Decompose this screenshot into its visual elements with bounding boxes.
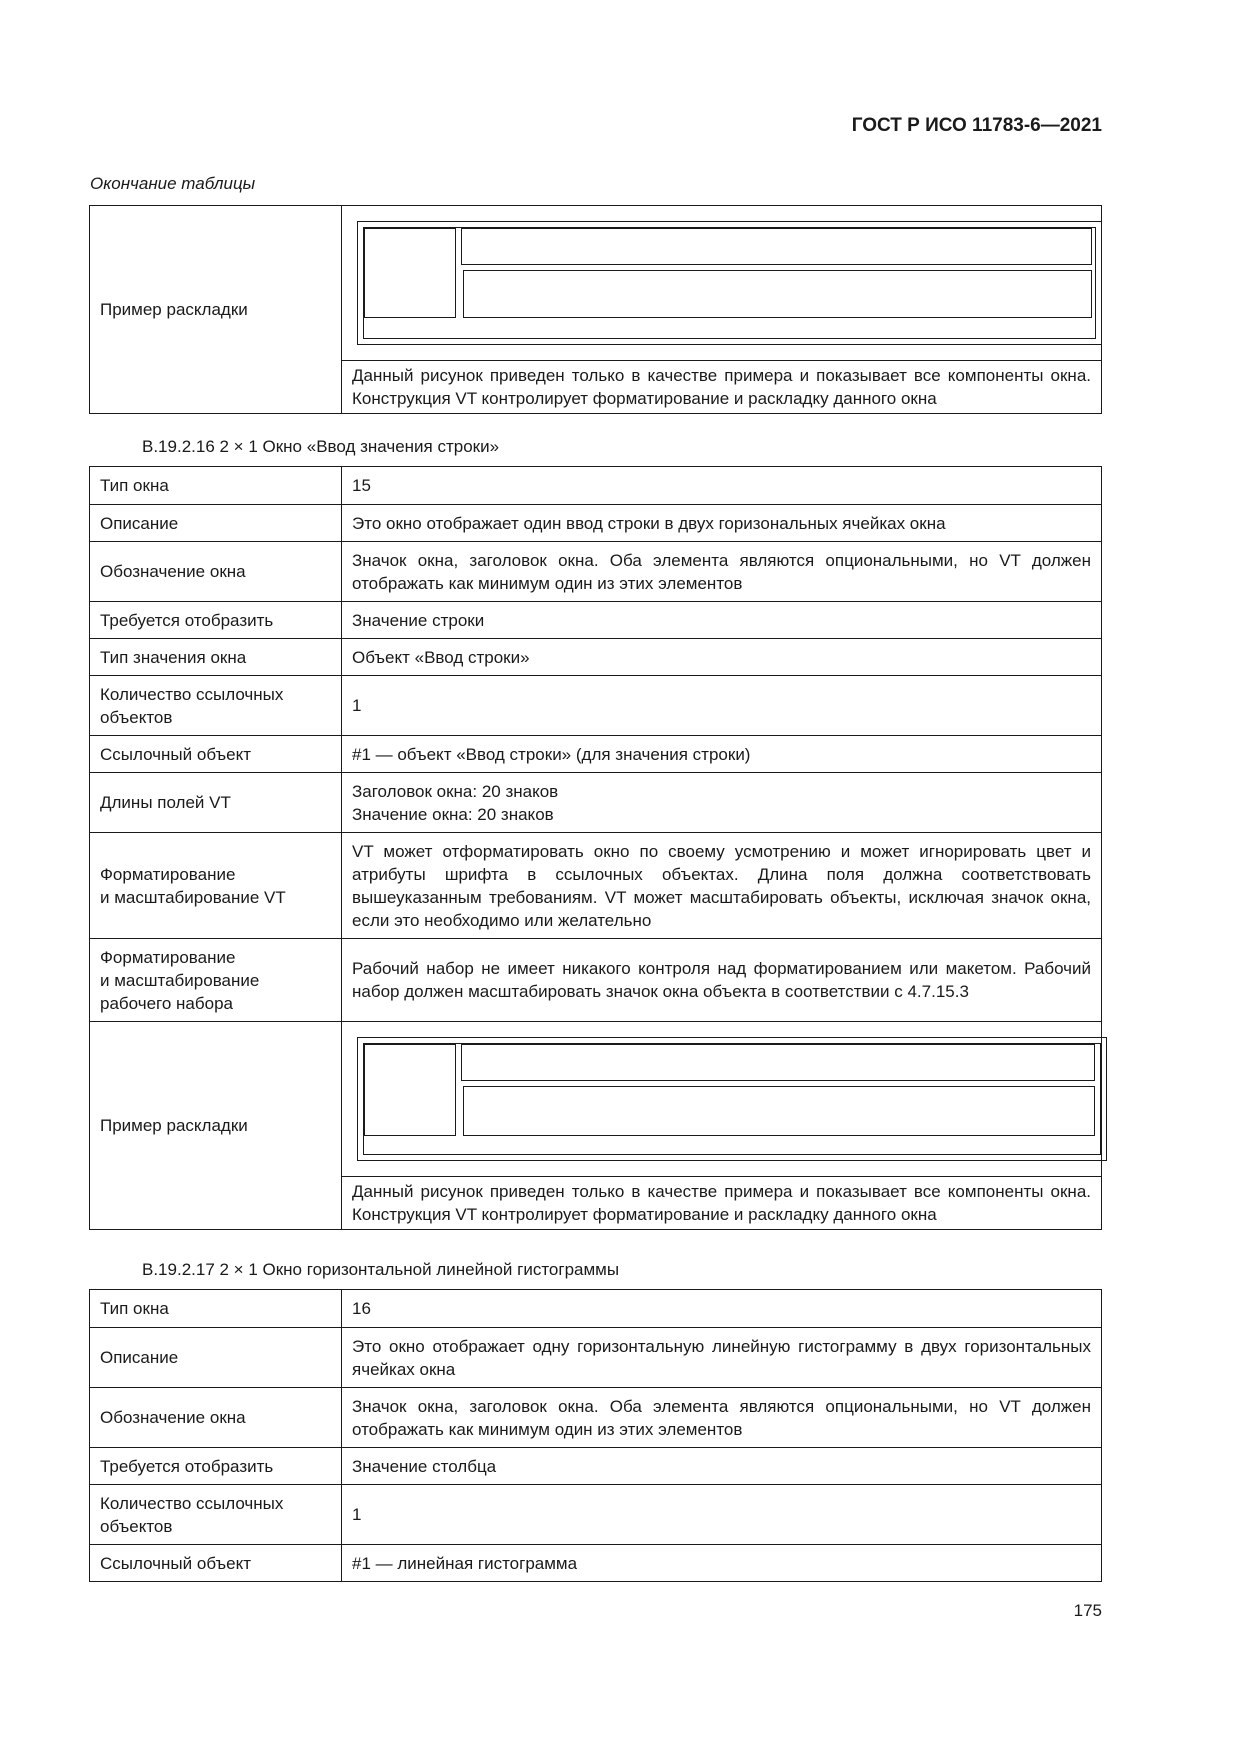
key-line: и масштабирование bbox=[100, 970, 260, 990]
table-row bbox=[90, 1022, 1102, 1177]
layout-example-label: Пример раскладки bbox=[90, 206, 342, 414]
row-key: Длины полей VT bbox=[90, 773, 342, 833]
key-line: и масштабирование VT bbox=[100, 887, 286, 907]
row-key: Ссылочный объект bbox=[90, 736, 342, 773]
layout-example-label: Пример раскладки bbox=[90, 1022, 342, 1230]
layout-example-note: Данный рисунок приведен только в качестве примера и показывает все компоненты окна. Конструкция VT контролирует форматирование и раскладку данного окна bbox=[342, 1177, 1102, 1230]
table-continuation bbox=[89, 205, 1102, 414]
row-value: Это окно отображает один ввод строки в двух горизональных ячейках окна bbox=[342, 505, 1102, 542]
row-key bbox=[90, 833, 342, 939]
row-key: Требуется отобразить bbox=[90, 602, 342, 639]
layout-value-box bbox=[463, 1086, 1095, 1136]
section-heading: B.19.2.17 2 × 1 Окно горизонтальной линейной гистограммы bbox=[142, 1260, 620, 1279]
row-key: Обозначение окна bbox=[90, 542, 342, 602]
layout-example-note: Данный рисунок приведен только в качестве примера и показывает все компоненты окна. Конструкция VT контролирует форматирование и раскладку данного окна bbox=[342, 361, 1102, 414]
key-line: Форматирование bbox=[100, 864, 236, 884]
row-key: Требуется отобразить bbox=[90, 1448, 342, 1485]
row-key: Описание bbox=[90, 1328, 342, 1388]
row-value: Рабочий набор не имеет никакого контроля над форматированием или макетом. Рабочий набор должен масштабировать значок окна объекта в соответствии с 4.7.15.3 bbox=[342, 939, 1102, 1022]
row-value: Значение строки bbox=[342, 602, 1102, 639]
row-key: Количество ссылочных объектов bbox=[90, 676, 342, 736]
row-value: Это окно отображает одну горизонтальную линейную гистограмму в двух горизонтальных ячейках окна bbox=[342, 1328, 1102, 1388]
table-row bbox=[90, 467, 1102, 505]
table-section-17 bbox=[89, 1289, 1102, 1582]
value-line: Значение окна: 20 знаков bbox=[352, 804, 554, 824]
row-value: 1 bbox=[342, 676, 1102, 736]
layout-icon-box bbox=[364, 1044, 456, 1136]
row-value: VT может отформатировать окно по своему усмотрению и может игнорировать цвет и атрибуты шрифта в ссылочных объектах. Длина поля должна соответствовать вышеуказанным требованиям. VT может масштабировать объекты, исключая значок окна, если это необходимо или желательно bbox=[342, 833, 1102, 939]
layout-title-box bbox=[461, 228, 1092, 265]
row-value: 16 bbox=[342, 1290, 1102, 1328]
row-value: 1 bbox=[342, 1485, 1102, 1545]
row-key: Тип окна bbox=[90, 1290, 342, 1328]
table-row bbox=[90, 1485, 1102, 1545]
row-key bbox=[90, 939, 342, 1022]
layout-value-box bbox=[463, 270, 1092, 318]
row-key: Обозначение окна bbox=[90, 1388, 342, 1448]
table-row bbox=[90, 1388, 1102, 1448]
row-value: #1 — объект «Ввод строки» (для значения строки) bbox=[342, 736, 1102, 773]
row-key: Количество ссылочных объектов bbox=[90, 1485, 342, 1545]
layout-title-box bbox=[461, 1044, 1095, 1081]
table-row bbox=[90, 602, 1102, 639]
table-row bbox=[90, 206, 1102, 361]
section-heading: B.19.2.16 2 × 1 Окно «Ввод значения строки» bbox=[142, 437, 500, 456]
row-key: Описание bbox=[90, 505, 342, 542]
table-row bbox=[90, 833, 1102, 939]
row-value: Объект «Ввод строки» bbox=[342, 639, 1102, 676]
row-value: #1 — линейная гистограмма bbox=[342, 1545, 1102, 1582]
layout-example-diagram bbox=[342, 1022, 1102, 1177]
table-row bbox=[90, 1328, 1102, 1388]
row-value bbox=[342, 773, 1102, 833]
standard-number: ГОСТ Р ИСО 11783-6—2021 bbox=[851, 115, 1102, 136]
table-row bbox=[90, 1448, 1102, 1485]
row-value: 15 bbox=[342, 467, 1102, 505]
table-continuation-caption: Окончание таблицы bbox=[90, 174, 256, 193]
row-value: Значок окна, заголовок окна. Оба элемента являются опциональными, но VT должен отображать как минимум один из этих элементов bbox=[342, 1388, 1102, 1448]
table-section-16 bbox=[89, 466, 1102, 1230]
table-row bbox=[90, 542, 1102, 602]
table-row bbox=[90, 736, 1102, 773]
table-row bbox=[90, 639, 1102, 676]
row-value: Значок окна, заголовок окна. Оба элемента являются опциональными, но VT должен отображать как минимум один из этих элементов bbox=[342, 542, 1102, 602]
table-row bbox=[90, 1290, 1102, 1328]
table-row bbox=[90, 939, 1102, 1022]
layout-example-diagram bbox=[342, 206, 1102, 361]
table-row bbox=[90, 505, 1102, 542]
table-row bbox=[90, 773, 1102, 833]
row-value: Значение столбца bbox=[342, 1448, 1102, 1485]
key-line: рабочего набора bbox=[100, 993, 233, 1013]
table-row bbox=[90, 1545, 1102, 1582]
row-key: Ссылочный объект bbox=[90, 1545, 342, 1582]
layout-icon-box bbox=[364, 228, 456, 318]
row-key: Тип окна bbox=[90, 467, 342, 505]
page-number: 175 bbox=[1073, 1601, 1102, 1620]
key-line: Форматирование bbox=[100, 947, 236, 967]
table-row bbox=[90, 676, 1102, 736]
row-key: Тип значения окна bbox=[90, 639, 342, 676]
value-line: Заголовок окна: 20 знаков bbox=[352, 781, 559, 801]
